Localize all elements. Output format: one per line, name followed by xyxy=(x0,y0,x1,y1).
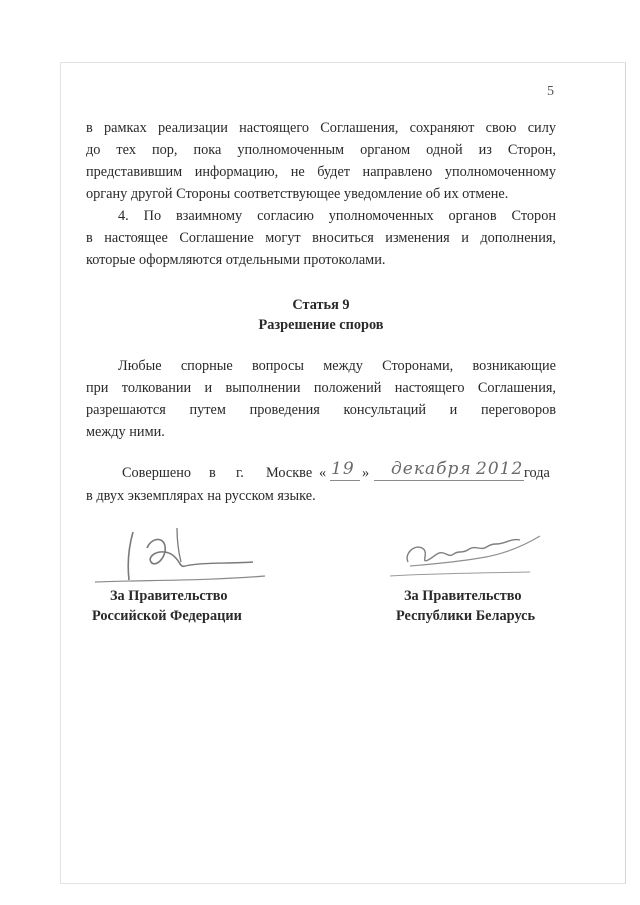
handwritten-day: 19 xyxy=(331,459,355,479)
signature-left xyxy=(85,518,275,590)
signatory-line: Российской Федерации xyxy=(92,608,242,624)
text-line: 4. По взаимному согласию уполномоченных органов Сторон xyxy=(118,208,556,224)
closing-word: г. xyxy=(236,465,244,481)
closing-word: года xyxy=(524,465,550,481)
article-number: Статья 9 xyxy=(292,297,350,313)
paragraph-disputes xyxy=(86,355,556,443)
signature-right xyxy=(380,522,550,582)
text-line: до тех пор, пока уполномоченным органом одной из Сторон, xyxy=(86,142,556,158)
signatory-line: За Правительство xyxy=(404,588,522,604)
signatory-line: Республики Беларусь xyxy=(396,608,536,624)
text-line: разрешаются путем проведения консультаций и переговоров xyxy=(86,402,556,418)
paragraph-continuation xyxy=(86,117,556,205)
closing-word: в xyxy=(209,465,216,481)
closing-languages: в двух экземплярах на русском языке. xyxy=(86,488,316,504)
quote-close: » xyxy=(362,465,370,481)
handwritten-month: декабря xyxy=(391,459,472,479)
closing-word: Совершено xyxy=(122,465,191,481)
closing-city: Москве xyxy=(266,465,313,481)
text-line: которые оформляются отдельными протоколами. xyxy=(86,252,386,268)
day-underline xyxy=(330,480,360,481)
paragraph-amendments xyxy=(86,205,556,271)
article-title: Разрешение споров xyxy=(258,317,384,333)
text-line: в настоящее Соглашение могут вноситься изменения и дополнения, xyxy=(86,230,556,246)
closing-statement xyxy=(86,459,556,484)
month-underline xyxy=(374,480,524,481)
signatory-russia xyxy=(92,586,242,626)
text-line: при толковании и выполнении положений настоящего Соглашения, xyxy=(86,380,556,396)
quote-open: « xyxy=(319,465,327,481)
text-line: Любые спорные вопросы между Сторонами, возникающие xyxy=(118,358,556,374)
handwritten-year: 2012 xyxy=(476,459,524,479)
signatory-belarus xyxy=(396,586,535,626)
text-line: органу другой Стороны соответствующее уведомление об их отмене. xyxy=(86,186,509,202)
text-line: представившим информацию, не будет направлено уполномоченному xyxy=(86,164,556,180)
page-number: 5 xyxy=(547,84,554,99)
text-line: между ними. xyxy=(86,424,165,440)
signatory-line: За Правительство xyxy=(110,588,228,604)
text-line: в рамках реализации настоящего Соглашения, сохраняют свою силу xyxy=(86,120,556,136)
